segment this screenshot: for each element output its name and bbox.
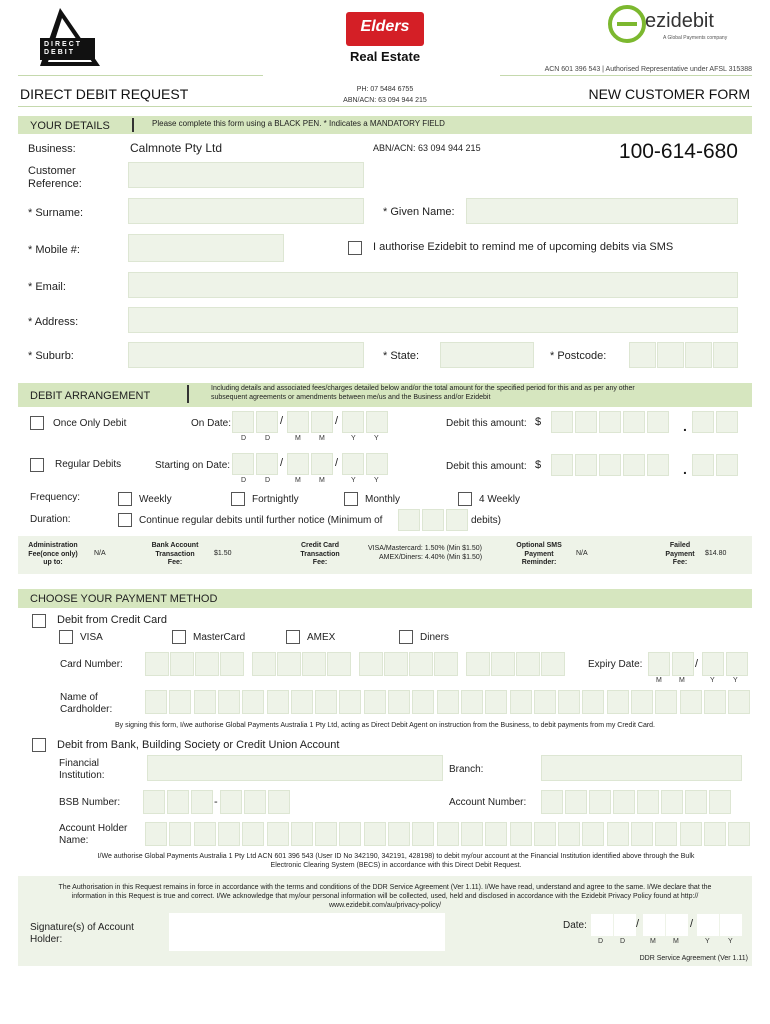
debit-amount-label: Debit this amount:: [446, 418, 527, 429]
diners-checkbox[interactable]: [399, 630, 413, 644]
character-cell[interactable]: [680, 690, 702, 714]
regular-debit-label: Regular Debits: [55, 459, 122, 470]
form-title-right: NEW CUSTOMER FORM: [588, 86, 750, 102]
character-cell[interactable]: [510, 690, 532, 714]
date-hint-y: Y: [374, 477, 379, 484]
suburb-field[interactable]: [128, 342, 364, 368]
debit-arrangement-title: DEBIT ARRANGEMENT: [30, 390, 151, 402]
abn-header: ABN/ACN: 63 094 944 215: [343, 97, 427, 104]
terms-line-3: www.ezidebit.com/au/privacy-policy/: [328, 902, 442, 909]
date-hint-y: Y: [351, 477, 356, 484]
character-cell[interactable]: [267, 822, 289, 846]
sms-fee-label: Optional SMS Payment Reminder:: [516, 542, 562, 566]
dollar-sign: $: [535, 459, 542, 471]
character-cell[interactable]: [534, 690, 556, 714]
bank-account-checkbox[interactable]: [32, 738, 46, 752]
character-cell[interactable]: [364, 822, 386, 846]
continue-checkbox[interactable]: [118, 513, 132, 527]
account-holder-label-1: Account Holder: [59, 823, 128, 834]
character-cell[interactable]: [607, 822, 629, 846]
customer-reference-label-2: Reference:: [28, 178, 82, 190]
date-slash: /: [280, 415, 284, 427]
character-cell[interactable]: [291, 822, 313, 846]
ezidebit-tagline: A Global Payments company: [663, 35, 728, 41]
payment-method-title: CHOOSE YOUR PAYMENT METHOD: [30, 593, 218, 605]
email-label: * Email:: [28, 281, 66, 293]
amex-label: AMEX: [307, 632, 336, 643]
suburb-label: * Suburb:: [28, 350, 74, 362]
business-label: Business:: [28, 143, 76, 155]
date-hint-m: M: [295, 477, 301, 484]
character-cell[interactable]: [631, 690, 653, 714]
debits-text: debits): [471, 515, 502, 526]
cardholder-label-2: Cardholder:: [60, 704, 113, 715]
address-label: * Address:: [28, 316, 79, 328]
mobile-field[interactable]: [128, 234, 284, 262]
elders-logo-text: Elders: [360, 18, 410, 35]
continue-text: Continue regular debits until further notice (Minimum of: [139, 515, 383, 526]
character-cell[interactable]: [510, 822, 532, 846]
character-cell[interactable]: [534, 822, 556, 846]
character-cell[interactable]: [631, 822, 653, 846]
bank-fee-label: Bank Account Transaction Fee:: [151, 542, 199, 566]
date-hint-y: Y: [733, 677, 738, 684]
decimal-point: .: [683, 418, 687, 434]
credit-card-fee-value-2: AMEX/Diners: 4.40% (Min $1.50): [379, 554, 483, 561]
character-cell[interactable]: [412, 690, 434, 714]
character-cell[interactable]: [315, 690, 337, 714]
four-weekly-label: 4 Weekly: [479, 494, 520, 505]
on-date-label: On Date:: [191, 418, 232, 429]
date-hint-m: M: [679, 677, 685, 684]
given-name-label: * Given Name:: [383, 206, 455, 218]
branch-label: Branch:: [449, 764, 484, 775]
character-cell[interactable]: [485, 690, 507, 714]
character-cell[interactable]: [558, 822, 580, 846]
state-label: * State:: [383, 350, 420, 362]
date-hint-d: D: [265, 477, 271, 484]
once-only-checkbox[interactable]: [30, 416, 44, 430]
bsb-dash: -: [214, 796, 218, 808]
visa-checkbox[interactable]: [59, 630, 73, 644]
date-hint-d: D: [265, 435, 271, 442]
date-hint-d: D: [598, 938, 604, 945]
details-instruction: Please complete this form using a BLACK PEN. * Indicates a MANDATORY FIELD: [152, 119, 445, 128]
signature-date-label: Date:: [563, 920, 587, 931]
phone: PH: 07 5484 6755: [356, 86, 414, 93]
debit-instruction-2: subsequent agreements or amendments between me/us and the Business and/or Ezidebit: [211, 394, 491, 401]
ezidebit-logo: [605, 4, 755, 48]
character-cell[interactable]: [388, 822, 410, 846]
section-divider: [187, 385, 189, 403]
financial-institution-label-1: Financial: [59, 758, 100, 769]
credit-card-fee-value-1: VISA/Mastercard: 1.50% (Min $1.50): [368, 545, 482, 552]
ddr-version: DDR Service Agreement (Ver 1.11): [639, 955, 748, 962]
date-hint-m: M: [319, 435, 325, 442]
date-hint-d: D: [241, 435, 247, 442]
date-slash: /: [335, 415, 339, 427]
starting-date-label: Starting on Date:: [155, 460, 231, 471]
customer-reference-label-1: Customer: [28, 165, 76, 177]
dollar-sign: $: [535, 416, 542, 428]
section-divider: [132, 118, 134, 132]
sms-authorise-text: I authorise Ezidebit to remind me of upcoming debits via SMS: [373, 241, 674, 253]
mobile-label: * Mobile #:: [28, 244, 80, 256]
date-hint-d: D: [241, 477, 247, 484]
character-cell[interactable]: [315, 822, 337, 846]
character-cell[interactable]: [169, 690, 191, 714]
character-cell[interactable]: [704, 822, 726, 846]
date-hint-m: M: [650, 938, 656, 945]
regular-debit-checkbox[interactable]: [30, 458, 44, 472]
elders-subtitle: Real Estate: [349, 49, 421, 64]
date-hint-y: Y: [374, 435, 379, 442]
monthly-checkbox[interactable]: [344, 492, 358, 506]
character-cell[interactable]: [388, 690, 410, 714]
mastercard-label: MasterCard: [193, 632, 246, 643]
email-field[interactable]: [128, 272, 738, 298]
character-cell[interactable]: [339, 690, 361, 714]
character-cell[interactable]: [145, 822, 167, 846]
date-hint-m: M: [673, 938, 679, 945]
character-cell[interactable]: [291, 690, 313, 714]
character-cell[interactable]: [704, 690, 726, 714]
character-cell[interactable]: [218, 822, 240, 846]
direct-debit-logo: [40, 8, 100, 68]
date-hint-y: Y: [705, 938, 710, 945]
credit-card-fee-label: Credit Card Transaction Fee:: [300, 542, 340, 566]
date-slash: /: [695, 658, 699, 670]
customer-reference-number: 100-614-680: [618, 140, 738, 163]
character-cell[interactable]: [485, 822, 507, 846]
signature-label-2: Holder:: [30, 934, 63, 945]
credit-card-authorisation: By signing this form, I/we authorise Global Payments Australia 1 Pty Ltd, acting as Direct Debit Agent on instruction from the Business, to debit payments from my Credit Card.: [114, 722, 656, 729]
character-cell[interactable]: [607, 690, 629, 714]
date-slash: /: [636, 918, 640, 930]
character-cell[interactable]: [194, 822, 216, 846]
weekly-checkbox[interactable]: [118, 492, 132, 506]
character-cell[interactable]: [267, 690, 289, 714]
surname-label: * Surname:: [28, 207, 84, 219]
admin-fee-label: Administration Fee(once only) up to:: [28, 542, 78, 566]
character-cell[interactable]: [728, 690, 750, 714]
weekly-label: Weekly: [139, 494, 172, 505]
business-value: Calmnote Pty Ltd: [130, 141, 223, 155]
character-cell[interactable]: [680, 822, 702, 846]
character-cell[interactable]: [145, 690, 167, 714]
date-slash: /: [280, 457, 284, 469]
sms-fee-value: N/A: [576, 550, 588, 557]
ezidebit-logo-text: ezidebit: [645, 10, 714, 32]
postcode-label: * Postcode:: [550, 350, 607, 362]
character-cell[interactable]: [412, 822, 434, 846]
credit-card-checkbox[interactable]: [32, 614, 46, 628]
once-only-label: Once Only Debit: [53, 418, 127, 429]
debit-amount-label: Debit this amount:: [446, 461, 527, 472]
expiry-date-label: Expiry Date:: [588, 659, 643, 670]
failed-payment-fee-value: $14.80: [705, 550, 727, 557]
character-cell[interactable]: [218, 690, 240, 714]
character-cell[interactable]: [437, 690, 459, 714]
duration-label: Duration:: [30, 514, 71, 525]
character-cell[interactable]: [558, 690, 580, 714]
card-number-label: Card Number:: [60, 659, 123, 670]
four-weekly-checkbox[interactable]: [458, 492, 472, 506]
direct-debit-logo-text: DIRECT DEBIT: [44, 41, 83, 56]
customer-reference-field[interactable]: [128, 162, 364, 188]
date-slash: /: [690, 918, 694, 930]
character-cell[interactable]: [242, 690, 264, 714]
terms-line-1: The Authorisation in this Request remains in force in accordance with the terms and conditions of the DDR Service Agreement (Ver 1.11). I/We have read, understand and agree to the same. I/We declare that the: [58, 884, 712, 891]
date-hint-y: Y: [710, 677, 715, 684]
character-cell[interactable]: [655, 822, 677, 846]
character-cell[interactable]: [582, 822, 604, 846]
character-cell[interactable]: [582, 690, 604, 714]
date-hint-d: D: [620, 938, 626, 945]
address-field[interactable]: [128, 307, 738, 333]
character-cell[interactable]: [194, 690, 216, 714]
character-cell[interactable]: [655, 690, 677, 714]
financial-institution-label-2: Institution:: [59, 770, 105, 781]
terms-line-2: information in this Request is true and correct. I/We acknowledge that my/our personal information will be collected, used, held and disclosed in accordance with the Ezidebit Privacy Policy found at http://: [71, 893, 699, 900]
bsb-label: BSB Number:: [59, 797, 121, 808]
acn-line: ACN 601 396 543 | Authorised Representative under AFSL 315388: [544, 66, 752, 73]
financial-institution-field[interactable]: [147, 755, 443, 781]
account-holder-label-2: Name:: [59, 835, 89, 846]
bank-authorisation-2: Electronic Clearing System (BECS) in accordance with this Direct Debit Request.: [270, 862, 522, 869]
visa-label: VISA: [80, 632, 103, 643]
character-cell[interactable]: [242, 822, 264, 846]
character-cell[interactable]: [169, 822, 191, 846]
bank-account-option-label: Debit from Bank, Building Society or Credit Union Account: [57, 739, 340, 751]
fortnightly-checkbox[interactable]: [231, 492, 245, 506]
amex-checkbox[interactable]: [286, 630, 300, 644]
failed-payment-fee-label: Failed Payment Fee:: [665, 542, 695, 566]
credit-card-option-label: Debit from Credit Card: [57, 614, 168, 626]
character-cell[interactable]: [364, 690, 386, 714]
bank-authorisation-1: I/We authorise Global Payments Australia 1 Pty Ltd ACN 601 396 543 (User ID No 342190, 342191, 428198) to debit my/our account at the Financial Institution identified above through the Bulk: [97, 853, 695, 860]
date-hint-m: M: [295, 435, 301, 442]
account-number-label: Account Number:: [449, 797, 527, 808]
date-hint-m: M: [656, 677, 662, 684]
given-name-field[interactable]: [466, 198, 738, 224]
cardholder-label-1: Name of: [60, 692, 98, 703]
branch-field[interactable]: [541, 755, 742, 781]
frequency-label: Frequency:: [30, 492, 81, 503]
mastercard-checkbox[interactable]: [172, 630, 186, 644]
elders-logo: [346, 12, 424, 46]
abn-value: ABN/ACN: 63 094 944 215: [373, 143, 481, 153]
character-cell[interactable]: [437, 822, 459, 846]
signature-label-1: Signature(s) of Account: [30, 922, 134, 933]
monthly-label: Monthly: [365, 494, 401, 505]
date-hint-y: Y: [728, 938, 733, 945]
signature-field[interactable]: [169, 913, 445, 951]
your-details-title: YOUR DETAILS: [30, 120, 110, 132]
state-field[interactable]: [440, 342, 534, 368]
decimal-point: .: [683, 461, 687, 477]
form-title-left: DIRECT DEBIT REQUEST: [20, 86, 189, 102]
debit-instruction-1: Including details and associated fees/charges detailed below and/or the total amount for the specified period for this and as per any other: [211, 385, 635, 392]
sms-reminder-checkbox[interactable]: [348, 241, 362, 255]
date-hint-m: M: [319, 477, 325, 484]
character-cell[interactable]: [461, 822, 483, 846]
diners-label: Diners: [420, 632, 449, 643]
surname-field[interactable]: [128, 198, 364, 224]
character-cell[interactable]: [728, 822, 750, 846]
character-cell[interactable]: [339, 822, 361, 846]
admin-fee-value: N/A: [94, 550, 106, 557]
bank-fee-value: $1.50: [214, 550, 232, 557]
character-cell[interactable]: [461, 690, 483, 714]
fortnightly-label: Fortnightly: [252, 494, 299, 505]
date-hint-y: Y: [351, 435, 356, 442]
date-slash: /: [335, 457, 339, 469]
